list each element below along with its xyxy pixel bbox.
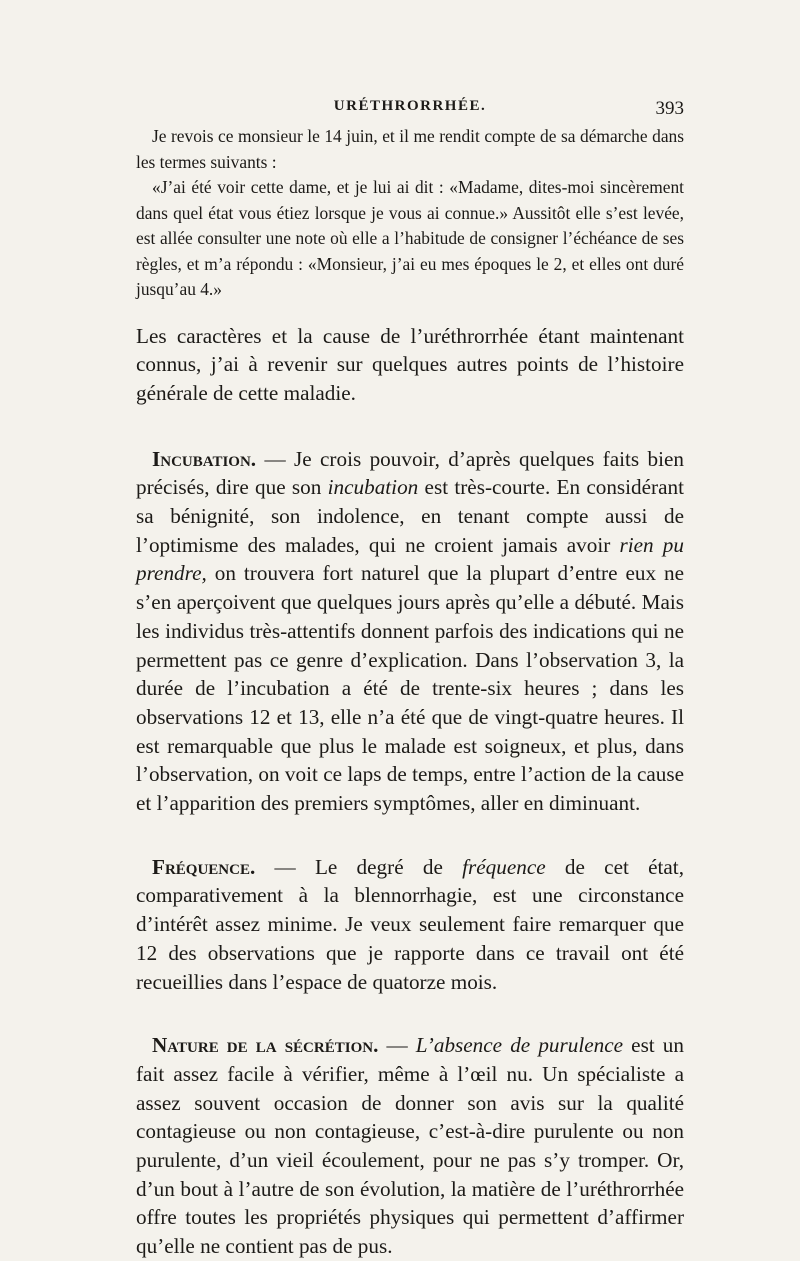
frequence-heading: Fréquence.: [152, 854, 256, 879]
frequence-text-2: de cet état, comparativement à la blennorrhagie, est une circonstance d’intérêt assez minime. Je veux seulement faire remarquer que 12 des observations que je rapporte dans ce travail ont été recueillies dans l’espace de quatorze mois.: [136, 854, 684, 994]
intro-paragraph: Les caractères et la cause de l’uréthrorrhée étant maintenant connus, j’ai à revenir sur quelques autres points de l’histoire générale de cette maladie.: [136, 323, 684, 405]
quoted-passage: [136, 124, 684, 303]
incubation-emphasis-2: rien pu prendre,: [136, 532, 684, 586]
nature-text-1: —: [378, 1033, 416, 1058]
quote-paragraph-2: «J’ai été voir cette dame, et je lui ai dit : «Madame, dites-moi sincèrement dans quel état vous étiez lorsque je vous ai connue.» Aussitôt elle s’est levée, est allée consulter une note où elle a l’habitude de consigner l’échéance de ses règles, et m’a répondu : «Monsieur, j’ai eu mes époques le 2, et elles ont duré jusqu’au 4.»: [136, 177, 684, 299]
incubation-paragraph: [136, 445, 684, 818]
nature-heading: Nature de la sécrétion.: [152, 1033, 379, 1058]
running-head: URÉTHRORRHÉE.: [333, 98, 487, 114]
nature-emphasis-1: L’absence de purulence: [415, 1033, 624, 1058]
frequence-text-1: — Le degré de: [255, 854, 463, 879]
page-header: [136, 98, 684, 124]
frequence-emphasis-1: fréquence: [462, 854, 546, 879]
quote-paragraph-1: Je revois ce monsieur le 14 juin, et il me rendit compte de sa démarche dans les termes suivants :: [136, 126, 684, 172]
nature-paragraph: [136, 1031, 684, 1261]
incubation-emphasis-1: incubation: [327, 475, 419, 500]
nature-text-2: est un fait assez facile à vérifier, même à l’œil nu. Un spécialiste a assez souvent occasion de donner son avis sur la qualité contagieuse ou non contagieuse, c’est-à-dire purulente ou non purulente, d’un vieil écoulement, pour ne pas s’y tromper. Or, d’un bout à l’autre de son évolution, la matière de l’uréthrorrhée offre toutes les propriétés physiques qui permettent d’affirmer qu’elle ne contient pas de pus.: [136, 1033, 684, 1259]
incubation-heading: Incubation.: [152, 446, 257, 471]
main-text: [136, 322, 684, 1261]
page-body: [136, 124, 684, 1261]
page-number: 393: [655, 98, 684, 119]
incubation-text-3: on trouvera fort naturel que la plupart d’entre eux ne s’en aperçoivent que quelques jours après qu’elle a débuté. Mais les individus très-attentifs donnent parfois des indications qui ne permettent pas ce genre d’explication. Dans l’observation 3, la durée de l’incubation a été de trente-six heures ; dans les observations 12 et 13, elle n’a été que de vingt-quatre heures. Il est remarquable que plus le malade est soigneux, et plus, dans l’observation, on voit ce laps de temps, entre l’action de la cause et l’apparition des premiers symptômes, aller en diminuant.: [136, 561, 684, 816]
incubation-text-1: — Je crois pouvoir, d’après quelques faits bien précisés, dire que son: [136, 446, 684, 500]
incubation-text-2: est très-courte. En considérant sa bénignité, son indolence, en tenant compte aussi de l’optimisme des malades, qui ne croient jamais avoir: [136, 475, 684, 557]
frequence-paragraph: [136, 853, 684, 997]
